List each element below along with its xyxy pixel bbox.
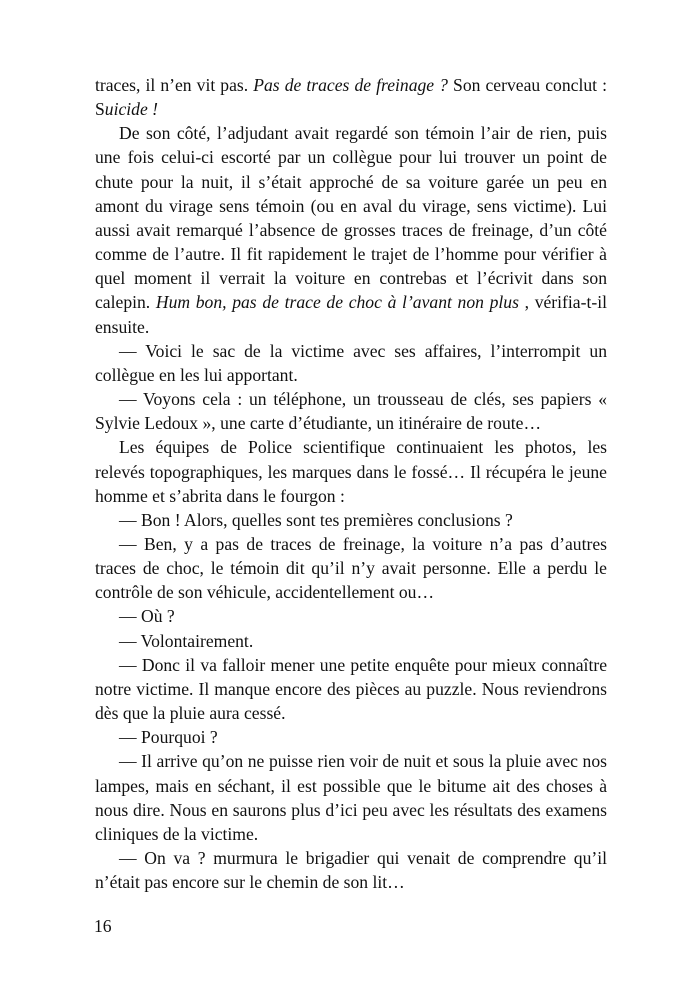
text-run: traces, il n’en vit pas. bbox=[95, 75, 254, 95]
text-run: , vérifia-t-il ensuite. bbox=[95, 292, 607, 337]
text-run: De son côté, l’adjudant avait regardé son témoin l’air de rien, puis une fois celui-ci escorté par un collègue pour lui trouver un point de chute pour la nuit, il s’était approché de sa voiture garée un peu en amont du virage sens témoin (ou en aval du virage, sens victime). Lui aussi avait remarqué l’absence de grosses traces de freinage, d’un côté comme de l’autre. Il fit rapidement le trajet de l’homme pour vérifier à quel moment il verrait la voiture en contrebas et l’écrivit dans son calepin. bbox=[95, 123, 607, 313]
text-run: — Volontairement. bbox=[119, 630, 254, 651]
dialogue-line bbox=[95, 508, 607, 532]
text-run: — Voici le sac de la victime avec ses affaires, l’interrompit un collègue en les lui apportant. bbox=[95, 340, 607, 385]
paragraph bbox=[95, 121, 607, 338]
text-run: Son cerveau conclut : S bbox=[95, 75, 607, 120]
page-number: 16 bbox=[94, 916, 112, 936]
dialogue-line bbox=[95, 629, 607, 653]
text-run: — Bon ! Alors, quelles sont tes premières conclusions ? bbox=[119, 509, 513, 530]
italic-text-run: Hum bon, pas de trace de choc à l’avant non plus bbox=[155, 292, 519, 313]
text-run: — Ben, y a pas de traces de freinage, la voiture n’a pas d’autres traces de choc, le témoin dit qu’il n’y avait personne. Elle a perdu le contrôle de son véhicule, accidentellement ou… bbox=[95, 533, 607, 603]
text-run: — Voyons cela : un téléphone, un trousseau de clés, ses papiers « Sylvie Ledoux », une carte d’étudiante, un itinéraire de route… bbox=[95, 389, 607, 434]
dialogue-line bbox=[95, 749, 607, 846]
dialogue-line bbox=[95, 387, 607, 435]
text-run: Les équipes de Police scientifique continuaient les photos, les relevés topographiques, les marques dans le fossé… Il récupéra le jeune homme et s’abrita dans le fourgon : bbox=[95, 437, 607, 506]
italic-text-run: uicide ! bbox=[104, 99, 159, 120]
italic-text-run: Pas de traces de freinage ? bbox=[253, 75, 448, 95]
paragraph bbox=[95, 435, 607, 507]
text-run: — On va ? murmura le brigadier qui venait de comprendre qu’il n’était pas encore sur le chemin de son lit… bbox=[95, 848, 607, 893]
dialogue-line bbox=[95, 339, 607, 387]
dialogue-line bbox=[95, 532, 607, 604]
text-run: — Donc il va falloir mener une petite enquête pour mieux connaître notre victime. Il manque encore des pièces au puzzle. Nous reviendrons dès que la pluie aura cessé. bbox=[95, 654, 607, 724]
body-text bbox=[95, 73, 607, 894]
paragraph bbox=[95, 73, 607, 121]
dialogue-line bbox=[95, 846, 607, 894]
dialogue-line bbox=[95, 653, 607, 725]
dialogue-line bbox=[95, 604, 607, 628]
dialogue-line bbox=[95, 725, 607, 749]
text-run: — Il arrive qu’on ne puisse rien voir de nuit et sous la pluie avec nos lampes, mais en séchant, il est possible que le bitume ait des choses à nous dire. Nous en saurons plus d’ici peu avec les résultats des examens cliniques de la victime. bbox=[95, 751, 607, 844]
text-run: — Pourquoi ? bbox=[119, 727, 218, 748]
text-run: — Où ? bbox=[119, 606, 175, 627]
